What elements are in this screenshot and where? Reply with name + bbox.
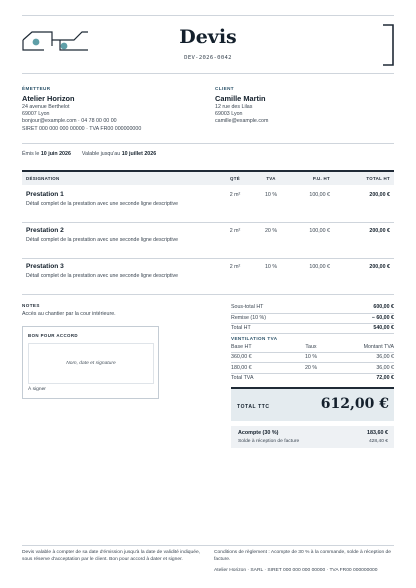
approval-label: BON POUR ACCORD [28, 333, 78, 338]
subtotal-row [231, 304, 394, 313]
row-vat: 10 % [264, 264, 278, 270]
row-description: Détail complet de la prestation avec une seconde ligne descriptive [26, 273, 178, 279]
top-rule [22, 15, 394, 16]
total-vat-label: Total TVA [231, 375, 254, 381]
parties-divider [22, 143, 394, 144]
vat-row-base: 360,00 € [231, 354, 252, 360]
issuer-name: Atelier Horizon [22, 94, 75, 103]
row-qty: 2 m² [229, 228, 241, 234]
row-qty: 2 m² [229, 192, 241, 198]
valid-date: 10 juillet 2026 [121, 151, 157, 157]
row-qty: 2 m² [229, 264, 241, 270]
row-description: Détail complet de la prestation avec une seconde ligne descriptive [26, 237, 178, 243]
vat-row-rate: 20 % [304, 365, 318, 371]
vat-breakdown-label: VENTILATION TVA [231, 336, 278, 341]
total-ht-value: 540,00 € [373, 325, 394, 331]
client-email: camille@example.com [215, 118, 269, 125]
client-block [215, 86, 395, 126]
table-row [22, 258, 394, 294]
footer-company: Atelier Horizon · SARL · SIRET 000 000 000 00000 · TVA FR00 000000000 [214, 568, 378, 573]
row-unit-price: 100,00 € [309, 192, 330, 198]
ttc-value: 612,00 € [320, 396, 389, 412]
client-address2: 69003 Lyon [215, 111, 243, 118]
row-unit-price: 100,00 € [309, 228, 330, 234]
issuer-ids: SIRET 000 000 000 00000 · TVA FR00 000000000 [22, 125, 142, 132]
issuer-address1: 24 avenue Berthelot [22, 104, 70, 110]
issuer-address2: 69007 Lyon [22, 111, 50, 118]
vat-col-amount: Montant TVA [363, 344, 394, 350]
footer-payment: Conditions de règlement : Acompte de 30 % à la commande, solde à réception de facture. [214, 550, 391, 562]
row-total: 200,00 € [369, 228, 390, 234]
subtotal-label: Sous-total HT [231, 304, 264, 310]
vat-col-base: Base HT [231, 344, 252, 350]
row-title: Prestation 1 [26, 191, 64, 198]
footer-rule [22, 545, 394, 546]
discount-label: Remise (10 %) [231, 315, 267, 321]
col-total: TOTAL HT [366, 176, 390, 181]
total-vat-value: 72,00 € [376, 375, 394, 381]
totals-divider [231, 352, 394, 353]
vat-row-rate: 10 % [304, 354, 318, 360]
totals-divider [231, 373, 394, 374]
vat-col-rate: Taux [305, 344, 317, 350]
total-vat-row [231, 375, 394, 384]
row-description: Détail complet de la prestation avec une seconde ligne descriptive [26, 201, 178, 207]
signature-field[interactable] [28, 343, 154, 384]
subtotal-value: 600,00 € [373, 304, 394, 310]
totals-divider [231, 362, 394, 363]
dates-line [22, 151, 156, 158]
document-number: DEV-2026-0042 [184, 55, 232, 61]
valid-label: Valable jusqu'au [81, 151, 121, 157]
col-qty: QTÉ [230, 176, 240, 181]
vat-row-amount: 36,00 € [376, 354, 394, 360]
issued-date: 10 juin 2026 [40, 151, 71, 157]
row-title: Prestation 3 [26, 263, 64, 270]
table-header [22, 172, 394, 185]
notes-label: NOTES [22, 303, 40, 308]
header-divider [22, 73, 394, 74]
footer-validity: Devis valable à compter de sa date d'émission jusqu'à la date de validité indiquée, sous réserve d'acceptation par le client. Bon pour accord à dater et signer. [22, 550, 201, 562]
ttc-block [231, 389, 394, 421]
totals-divider [231, 313, 394, 314]
table-row [22, 186, 394, 222]
signature-placeholder: Nom, date et signature [66, 361, 116, 366]
col-vat: TVA [266, 176, 276, 181]
deposit-block [231, 426, 394, 448]
totals-divider [231, 333, 394, 334]
vat-row-base: 180,00 € [231, 365, 252, 371]
row-title: Prestation 2 [26, 227, 64, 234]
balance-label: Solde à réception de facture [238, 439, 300, 444]
totals-divider [231, 323, 394, 324]
document-title: Devis [179, 26, 237, 48]
client-label: CLIENT [215, 86, 234, 91]
client-address1: 12 rue des Lilas [215, 104, 253, 110]
row-total: 200,00 € [369, 192, 390, 198]
table-row [22, 222, 394, 258]
issued-label: Émis le [22, 151, 40, 157]
discount-value: − 60,00 € [371, 315, 394, 321]
approval-box [22, 326, 159, 399]
ttc-label: TOTAL TTC [237, 404, 270, 410]
bracket-icon [383, 24, 395, 66]
table-bottom-rule [22, 294, 394, 295]
col-designation: DÉSIGNATION [26, 176, 60, 181]
total-ht-label: Total HT [231, 325, 251, 331]
deposit-label: Acompte (30 %) [238, 430, 279, 436]
row-unit-price: 100,00 € [309, 264, 330, 270]
row-total: 200,00 € [369, 264, 390, 270]
logo-icon [22, 26, 90, 56]
issuer-contact: bonjour@example.com · 04 78 00 00 00 [22, 118, 117, 125]
deposit-value: 183,60 € [367, 430, 388, 436]
row-vat: 10 % [264, 192, 278, 198]
issuer-block [22, 86, 202, 133]
sign-label: À signer [28, 387, 46, 392]
col-unit-price: P.U. HT [312, 176, 330, 181]
vat-row-amount: 36,00 € [376, 365, 394, 371]
client-name: Camille Martin [215, 94, 266, 103]
notes-text: Accès au chantier par la cour intérieure. [22, 311, 116, 317]
issuer-label: ÉMETTEUR [22, 86, 51, 91]
balance-value: 428,40 € [368, 439, 388, 444]
row-vat: 20 % [264, 228, 278, 234]
